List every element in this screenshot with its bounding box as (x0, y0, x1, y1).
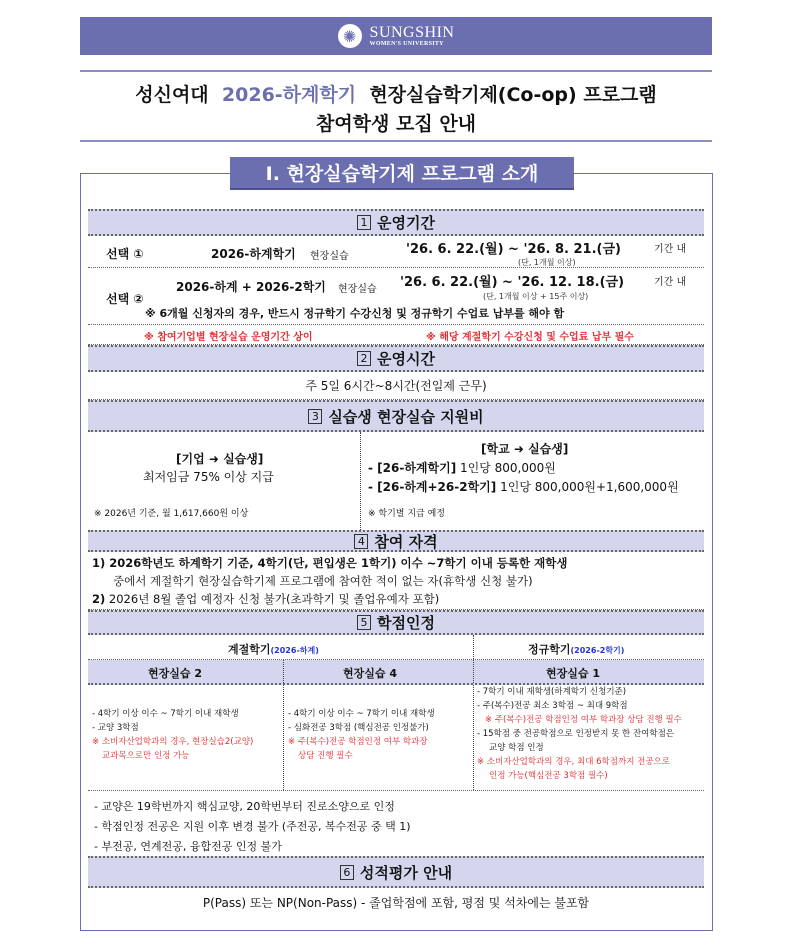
hours-text: 주 5일 6시간~8시간(전일제 근무) (88, 372, 704, 400)
credit-header: 5 학점인정 (88, 610, 704, 635)
course-2-details: - 4학기 이상 이수 ~ 7학기 이내 재학생 - 교양 3학점 ※ 소비자산업학과의 경우, 현장실습2(교양) 교과목으로만 인정 가능 (92, 709, 254, 761)
divider (80, 70, 712, 72)
eligibility-header: 4 참여 자격 (88, 530, 704, 552)
university-logo: SUNGSHIN WOMEN'S UNIVERSITY (369, 24, 455, 47)
university-banner (80, 17, 712, 55)
period-notices: ※ 참여기업별 현장실습 운영기간 상이 ※ 해당 계절학기 수강신청 및 수업료 납부 필수 (88, 325, 704, 345)
hours-header: 2 운영시간 (88, 345, 704, 372)
credit-course-row: 현장실습 2 현장실습 4 현장실습 1 (88, 660, 704, 685)
program-content (88, 209, 704, 918)
credit-notes: - 교양은 19학번까지 핵심교양, 20학번부터 진로소양으로 인정 - 학점인정 전공은 지원 이후 변경 불가 (주전공, 복수전공 중 택 1) - 부전공, 연계전공, 융합전공 인정 불가 (94, 800, 411, 853)
grading-text: P(Pass) 또는 NP(Non-Pass) - 졸업학점에 포함, 평점 및 석차에는 불포함 (202, 896, 590, 910)
course-1-details: - 7학기 이내 재학생(하계학기 신청기준) - 주(복수)전공 최소 3학점 ~ 최대 9학점 ※ 주(복수)전공 학점인정 여부 학과장 상담 진행 필수 - 15학점 중 전공학점으로 인정받지 못 한 잔여학점은 교양 학점 인정 ※ 소비자산업학과의 경우, 최대 6학점까지 전공으로 인정 가능(핵심전공 3학점 필수) (477, 687, 682, 781)
grading-header: 6 성적평가 안내 (88, 856, 704, 888)
period-header: 1 운영기간 (88, 209, 704, 236)
support-table: [기업 ➜ 실습생] 최저임금 75% 이상 지급 ※ 2026년 기준, 월 1,617,660원 이상 [학교 ➜ 실습생] - [26-하계학기] 1인당 800,000원 - [26-하계+26-2학기] 1인당 800,000원+1,600,000원 ※ 학기별 지급 예정 (88, 432, 704, 530)
page-subtitle: 참여학생 모집 안내 (315, 113, 477, 135)
period-option-2: 선택 ② 2026-하계 + 2026-2학기 현장실습 '26. 6. 22.(월) ~ '26. 12. 18.(금) 기간 내 (단, 1개월 이상 + 15주 이상) ※ 6개월 신청자의 경우, 반드시 정규학기 수강신청 및 정규학기 수업료 납부를 해야 함 (88, 268, 704, 325)
section-title: Ⅰ. 현장실습학기제 프로그램 소개 (230, 157, 574, 190)
page-title: 성신여대 2026-하계학기 현장실습학기제(Co-op) 프로그램 (135, 84, 657, 106)
support-header: 3 실습생 현장실습 지원비 (88, 400, 704, 432)
credit-term-row: 계절학기(2026-하계) 정규학기(2026-2학기) (88, 635, 704, 660)
course-4-details: - 4학기 이상 이수 ~ 7학기 이내 재학생 - 심화전공 3학점 (핵심전공 인정불가) ※ 주(복수)전공 학점인정 여부 학과장 상담 진행 필수 (288, 709, 435, 761)
eligibility-list: 1) 2026학년도 하계학기 기준, 4학기(단, 편입생은 1학기) 이수 ~7학기 이내 등록한 재학생 중에서 계절학기 현장실습학기제 프로그램에 참여한 적이 없는 자(휴학생 신청 불가) 2) 2026년 8월 졸업 예정자 신청 불가(초과학기 및 졸업유예자 포함) (88, 552, 704, 610)
divider (80, 140, 712, 142)
period-option-1: 선택 ① 2026-하계학기 현장실습 '26. 6. 22.(월) ~ '26. 8. 21.(금) 기간 내 (단, 1개월 이상) (88, 236, 704, 268)
university-emblem-icon: ✺ (338, 24, 362, 48)
credit-details-row (88, 685, 704, 791)
